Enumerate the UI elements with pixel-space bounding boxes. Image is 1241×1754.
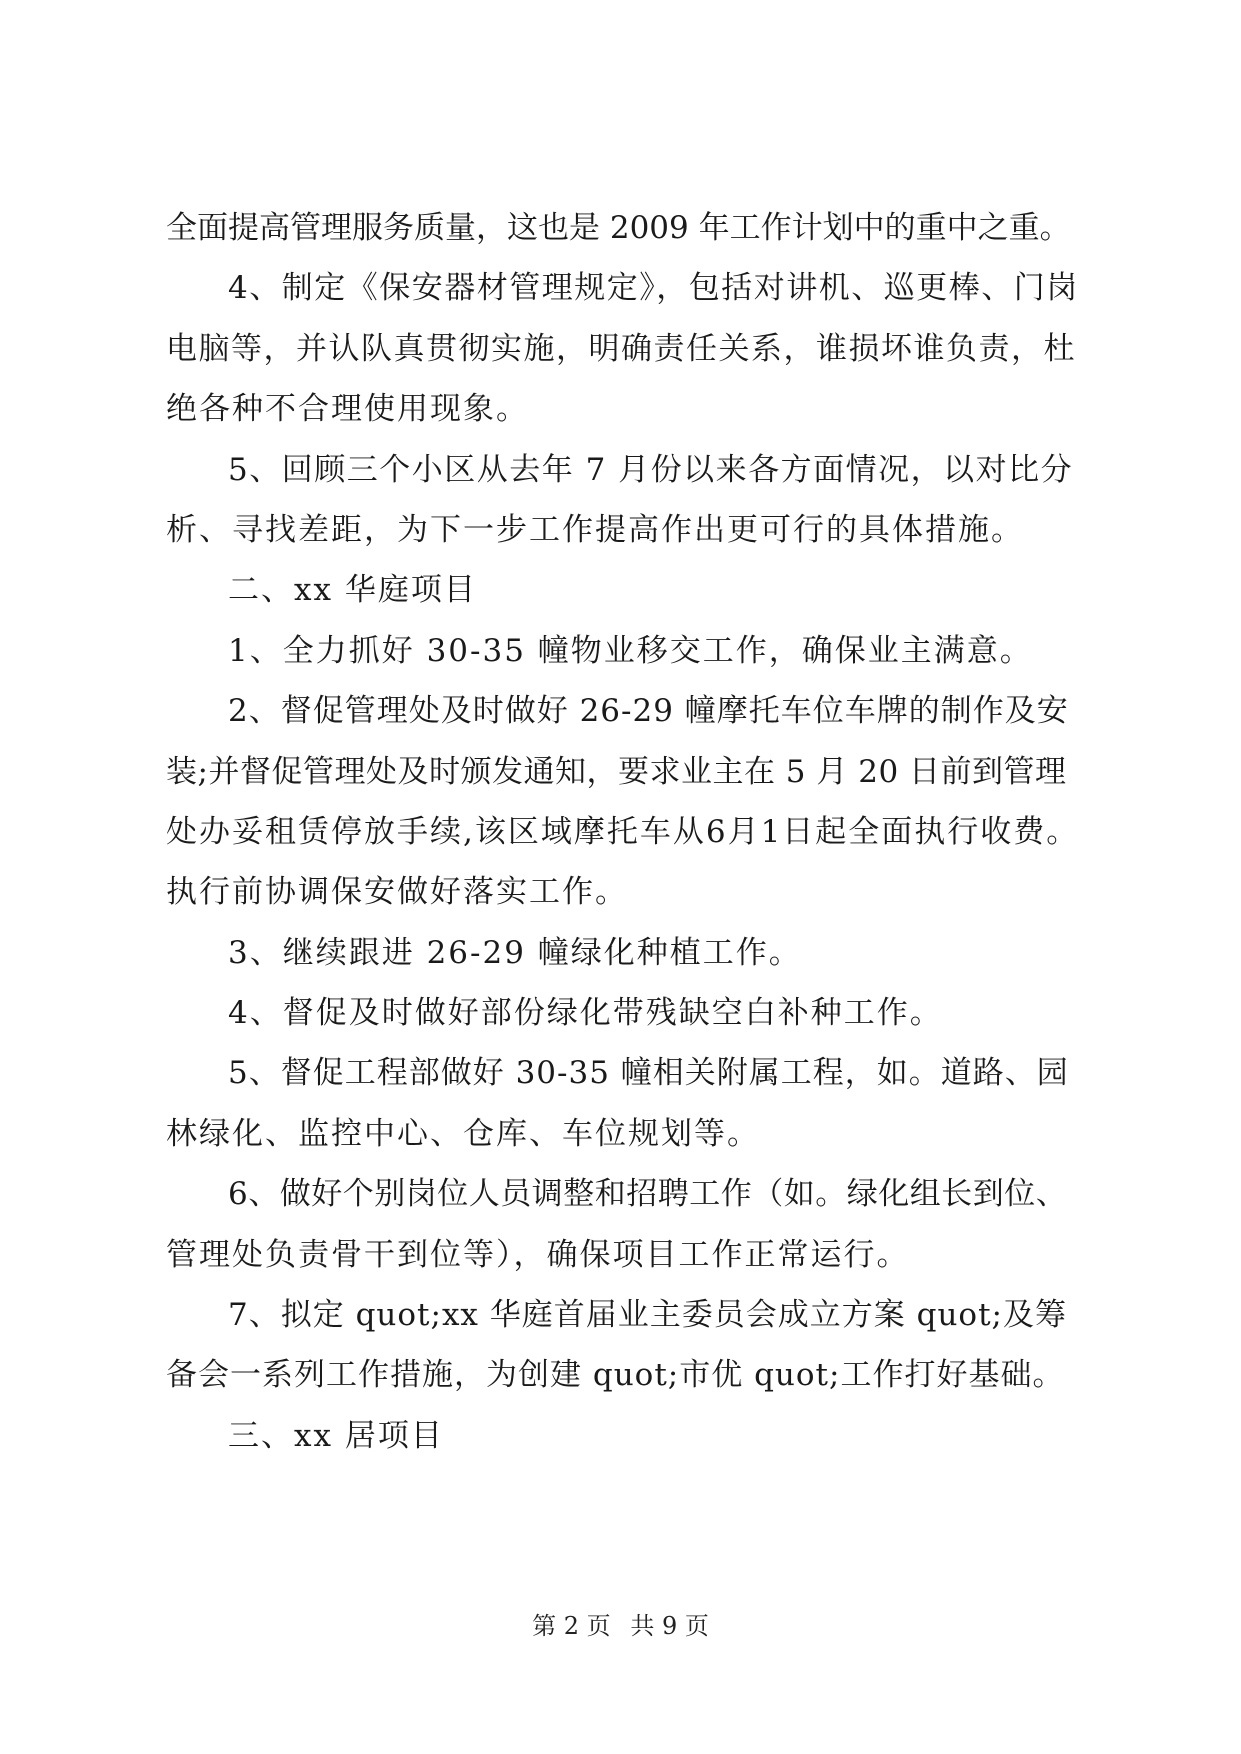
paragraph-line: 管理处负责骨干到位等），确保项目工作正常运行。	[166, 1236, 910, 1273]
paragraph-line: 装;并督促管理处及时颁发通知，要求业主在 5 月 20 日前到管理	[166, 753, 1067, 790]
paragraph-line: 4、制定《保安器材管理规定》，包括对讲机、巡更棒、门岗	[228, 270, 1079, 307]
paragraph-line: 5、督促工程部做好 30-35 幢相关附属工程，如。道路、园	[228, 1055, 1069, 1092]
paragraph-line: 执行前协调保安做好落实工作。	[166, 874, 628, 911]
paragraph-line: 绝各种不合理使用现象。	[166, 391, 529, 428]
paragraph-line: 6、做好个别岗位人员调整和招聘工作（如。绿化组长到位、	[228, 1176, 1068, 1213]
paragraph-line: 4、督促及时做好部份绿化带残缺空白补种工作。	[228, 995, 943, 1032]
document-body	[166, 198, 1080, 1466]
paragraph-line: 5、回顾三个小区从去年 7 月份以来各方面情况，以对比分	[228, 451, 1074, 488]
page-number: 第 2 页	[532, 1612, 611, 1640]
section-heading: 三、xx 居项目	[228, 1417, 444, 1454]
section-heading: 二、xx 华庭项目	[228, 572, 477, 609]
paragraph-line: 全面提高管理服务质量，这也是 2009 年工作计划中的重中之重。	[166, 210, 1071, 246]
paragraph-line: 7、拟定 quot;xx 华庭首届业主委员会成立方案 quot;及筹	[228, 1297, 1067, 1334]
page-total: 共 9 页	[630, 1612, 709, 1640]
paragraph-line: 林绿化、监控中心、仓库、车位规划等。	[166, 1115, 760, 1152]
paragraph-line: 1、全力抓好 30-35 幢物业移交工作，确保业主满意。	[228, 632, 1033, 669]
paragraph-line: 备会一系列工作措施，为创建 quot;市优 quot;工作打好基础。	[166, 1357, 1065, 1394]
page-footer	[0, 1606, 1241, 1641]
paragraph-line: 2、督促管理处及时做好 26-29 幢摩托车位车牌的制作及安	[228, 693, 1069, 730]
paragraph-line: 3、继续跟进 26-29 幢绿化种植工作。	[228, 934, 802, 971]
paragraph-line: 电脑等，并认队真贯彻实施，明确责任关系，谁损坏谁负责，杜	[166, 330, 1076, 367]
paragraph-line: 处办妥租赁停放手续,该区域摩托车从6月1日起全面执行收费。	[166, 813, 1080, 850]
paragraph-line: 析、寻找差距，为下一步工作提高作出更可行的具体措施。	[166, 511, 1024, 548]
